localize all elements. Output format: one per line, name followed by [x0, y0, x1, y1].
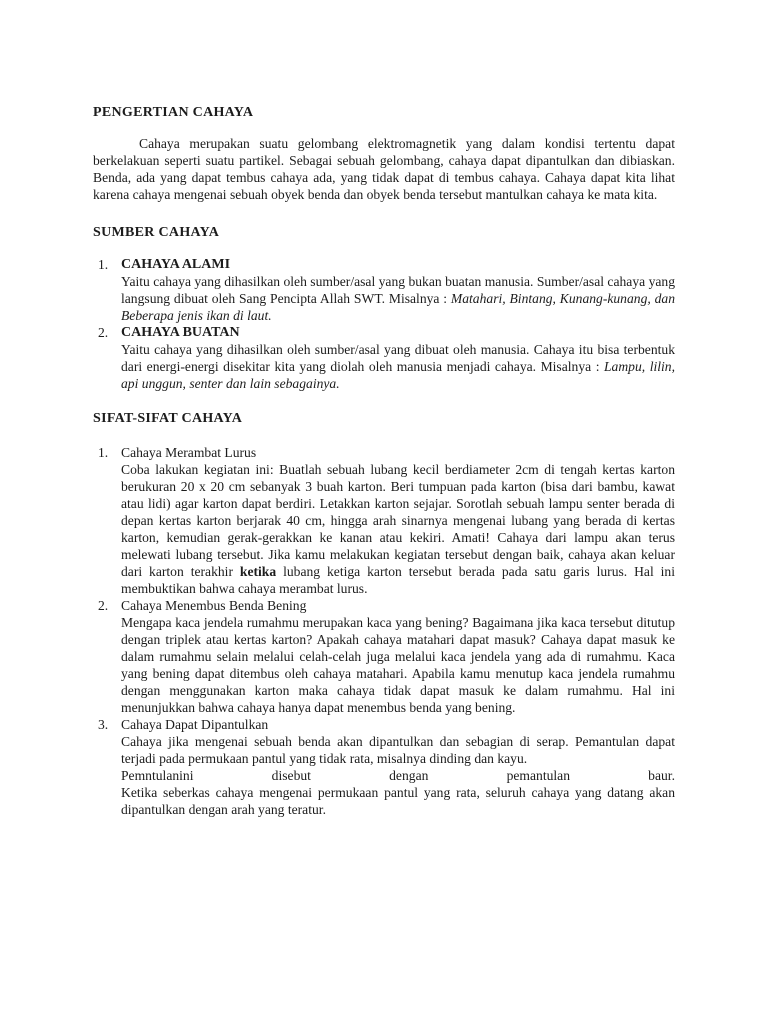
list-item-cahaya-buatan	[93, 324, 675, 392]
list-item-dapat-dipantulkan	[93, 716, 675, 818]
item-line-3: Ketika seberkas cahaya mengenai permukaan pantul yang rata, seluruh cahaya yang datang akan dipantulkan dengan arah yang teratur.	[121, 785, 675, 817]
list-number: 1.	[98, 445, 109, 460]
sumber-cahaya-list	[93, 256, 675, 392]
list-number: 2.	[98, 325, 109, 340]
bold-word: ketika	[239, 564, 277, 579]
item-description: Yaitu cahaya yang dihasilkan oleh sumber/asal yang dibuat oleh manusia. Cahaya itu bisa terbentuk dari energi-energi disekitar kita yang diolah oleh manusia menjadi cahaya. Misalnya :	[121, 342, 675, 374]
intro-paragraph: Cahaya merupakan suatu gelombang elektromagnetik yang dalam kondisi tertentu dapat berkelakuan seperti suatu partikel. Sebagai sebuah gelombang, cahaya dapat dipantulkan dan dibiaskan. Benda, ada yang dapat tembus cahaya ada, yang tidak dapat di tembus cahaya. Cahaya dapat kita lihat karena cahaya mengenai sebuah obyek benda dan obyek benda tersebut mantulkan cahaya ke mata kita.	[93, 136, 675, 202]
item-text-menembus-benda-bening: Mengapa kaca jendela rumahmu merupakan kaca yang bening? Bagaimana jika kaca tersebut ditutup dengan triplek atau kertas karton? Apakah cahaya matahari dapat masuk? Cahaya dapat masuk ke dalam rumahmu selain melalui celah-celah juga melalui kaca jendela yang ada di rumahmu. Kaca yang bening dapat ditembus oleh cahaya matahari. Apabila kamu menutup kaca jendela rumahmu dengan menggunakan karton maka cahaya tidak dapat masuk ke dalam rumahmu. Hal ini menunjukkan bahwa cahaya hanya dapat menembus benda yang bening.	[121, 615, 675, 715]
item-text-cahaya-alami	[121, 273, 675, 324]
item-title-cahaya-buatan: CAHAYA BUATAN	[121, 325, 240, 340]
heading-sifat-sifat-cahaya: SIFAT-SIFAT CAHAYA	[93, 411, 243, 426]
item-examples: Lampu, lilin, api unggun, senter dan lain sebagainya.	[121, 359, 675, 391]
item-text-merambat-lurus	[121, 461, 675, 597]
item-description-b: lubang ketiga karton tersebut berada pada satu garis lurus. Hal ini membuktikan bahwa cahaya merambat lurus.	[121, 564, 675, 596]
list-item-merambat-lurus	[93, 444, 675, 597]
document-page	[93, 104, 675, 818]
item-title-dapat-dipantulkan: Cahaya Dapat Dipantulkan	[121, 717, 269, 732]
list-item-cahaya-alami	[93, 256, 675, 324]
item-line-1: Cahaya jika mengenai sebuah benda akan dipantulkan dan sebagian di serap. Pemantulan dapat terjadi pada permukaan pantul yang tidak rata, misalnya dinding dan kayu.	[121, 734, 675, 766]
list-number: 1.	[98, 257, 109, 272]
item-title-cahaya-alami: CAHAYA ALAMI	[121, 257, 231, 272]
item-description: Yaitu cahaya yang dihasilkan oleh sumber/asal yang bukan buatan manusia. Sumber/asal cahaya yang langsung dibuat oleh Sang Pencipta Allah SWT. Misalnya :	[121, 274, 675, 306]
heading-pengertian-cahaya: PENGERTIAN CAHAYA	[93, 105, 254, 120]
item-description-a: Coba lakukan kegiatan ini: Buatlah sebuah lubang kecil berdiameter 2cm di tengah kertas karton berukuran 20 x 20 cm sebanyak 3 buah karton. Beri tumpuan pada karton (bisa dari bambu, kawat atau lidi) agar karton dapat berdiri. Letakkan karton sejajar. Sorotlah sebuah lampu senter berada di depan kertas karton berjarak 40 cm, hingga arah sinarnya mengenai lubang yang berada di kertas karton, kemudian gerak-gerakkan ke kanan atau kekiri. Amati! Cahaya dari lampu akan terus melewati lubang tersebut. Jika kamu melakukan kegiatan tersebut dengan baik, cahaya akan keluar dari karton terakhir	[121, 462, 675, 579]
item-text-dapat-dipantulkan	[121, 733, 675, 818]
item-text-cahaya-buatan	[121, 341, 675, 392]
heading-sumber-cahaya: SUMBER CAHAYA	[93, 225, 220, 240]
item-title-merambat-lurus: Cahaya Merambat Lurus	[121, 445, 257, 460]
item-title-menembus-benda-bening: Cahaya Menembus Benda Bening	[121, 598, 307, 613]
sifat-cahaya-list	[93, 444, 675, 818]
list-number: 2.	[98, 598, 109, 613]
item-examples: Matahari, Bintang, Kunang-kunang, dan Beberapa jenis ikan di laut.	[121, 291, 675, 323]
list-item-menembus-benda-bening	[93, 597, 675, 716]
item-line-2: Pemntulanini disebut dengan pemantulan baur.	[121, 768, 675, 783]
list-number: 3.	[98, 717, 109, 732]
